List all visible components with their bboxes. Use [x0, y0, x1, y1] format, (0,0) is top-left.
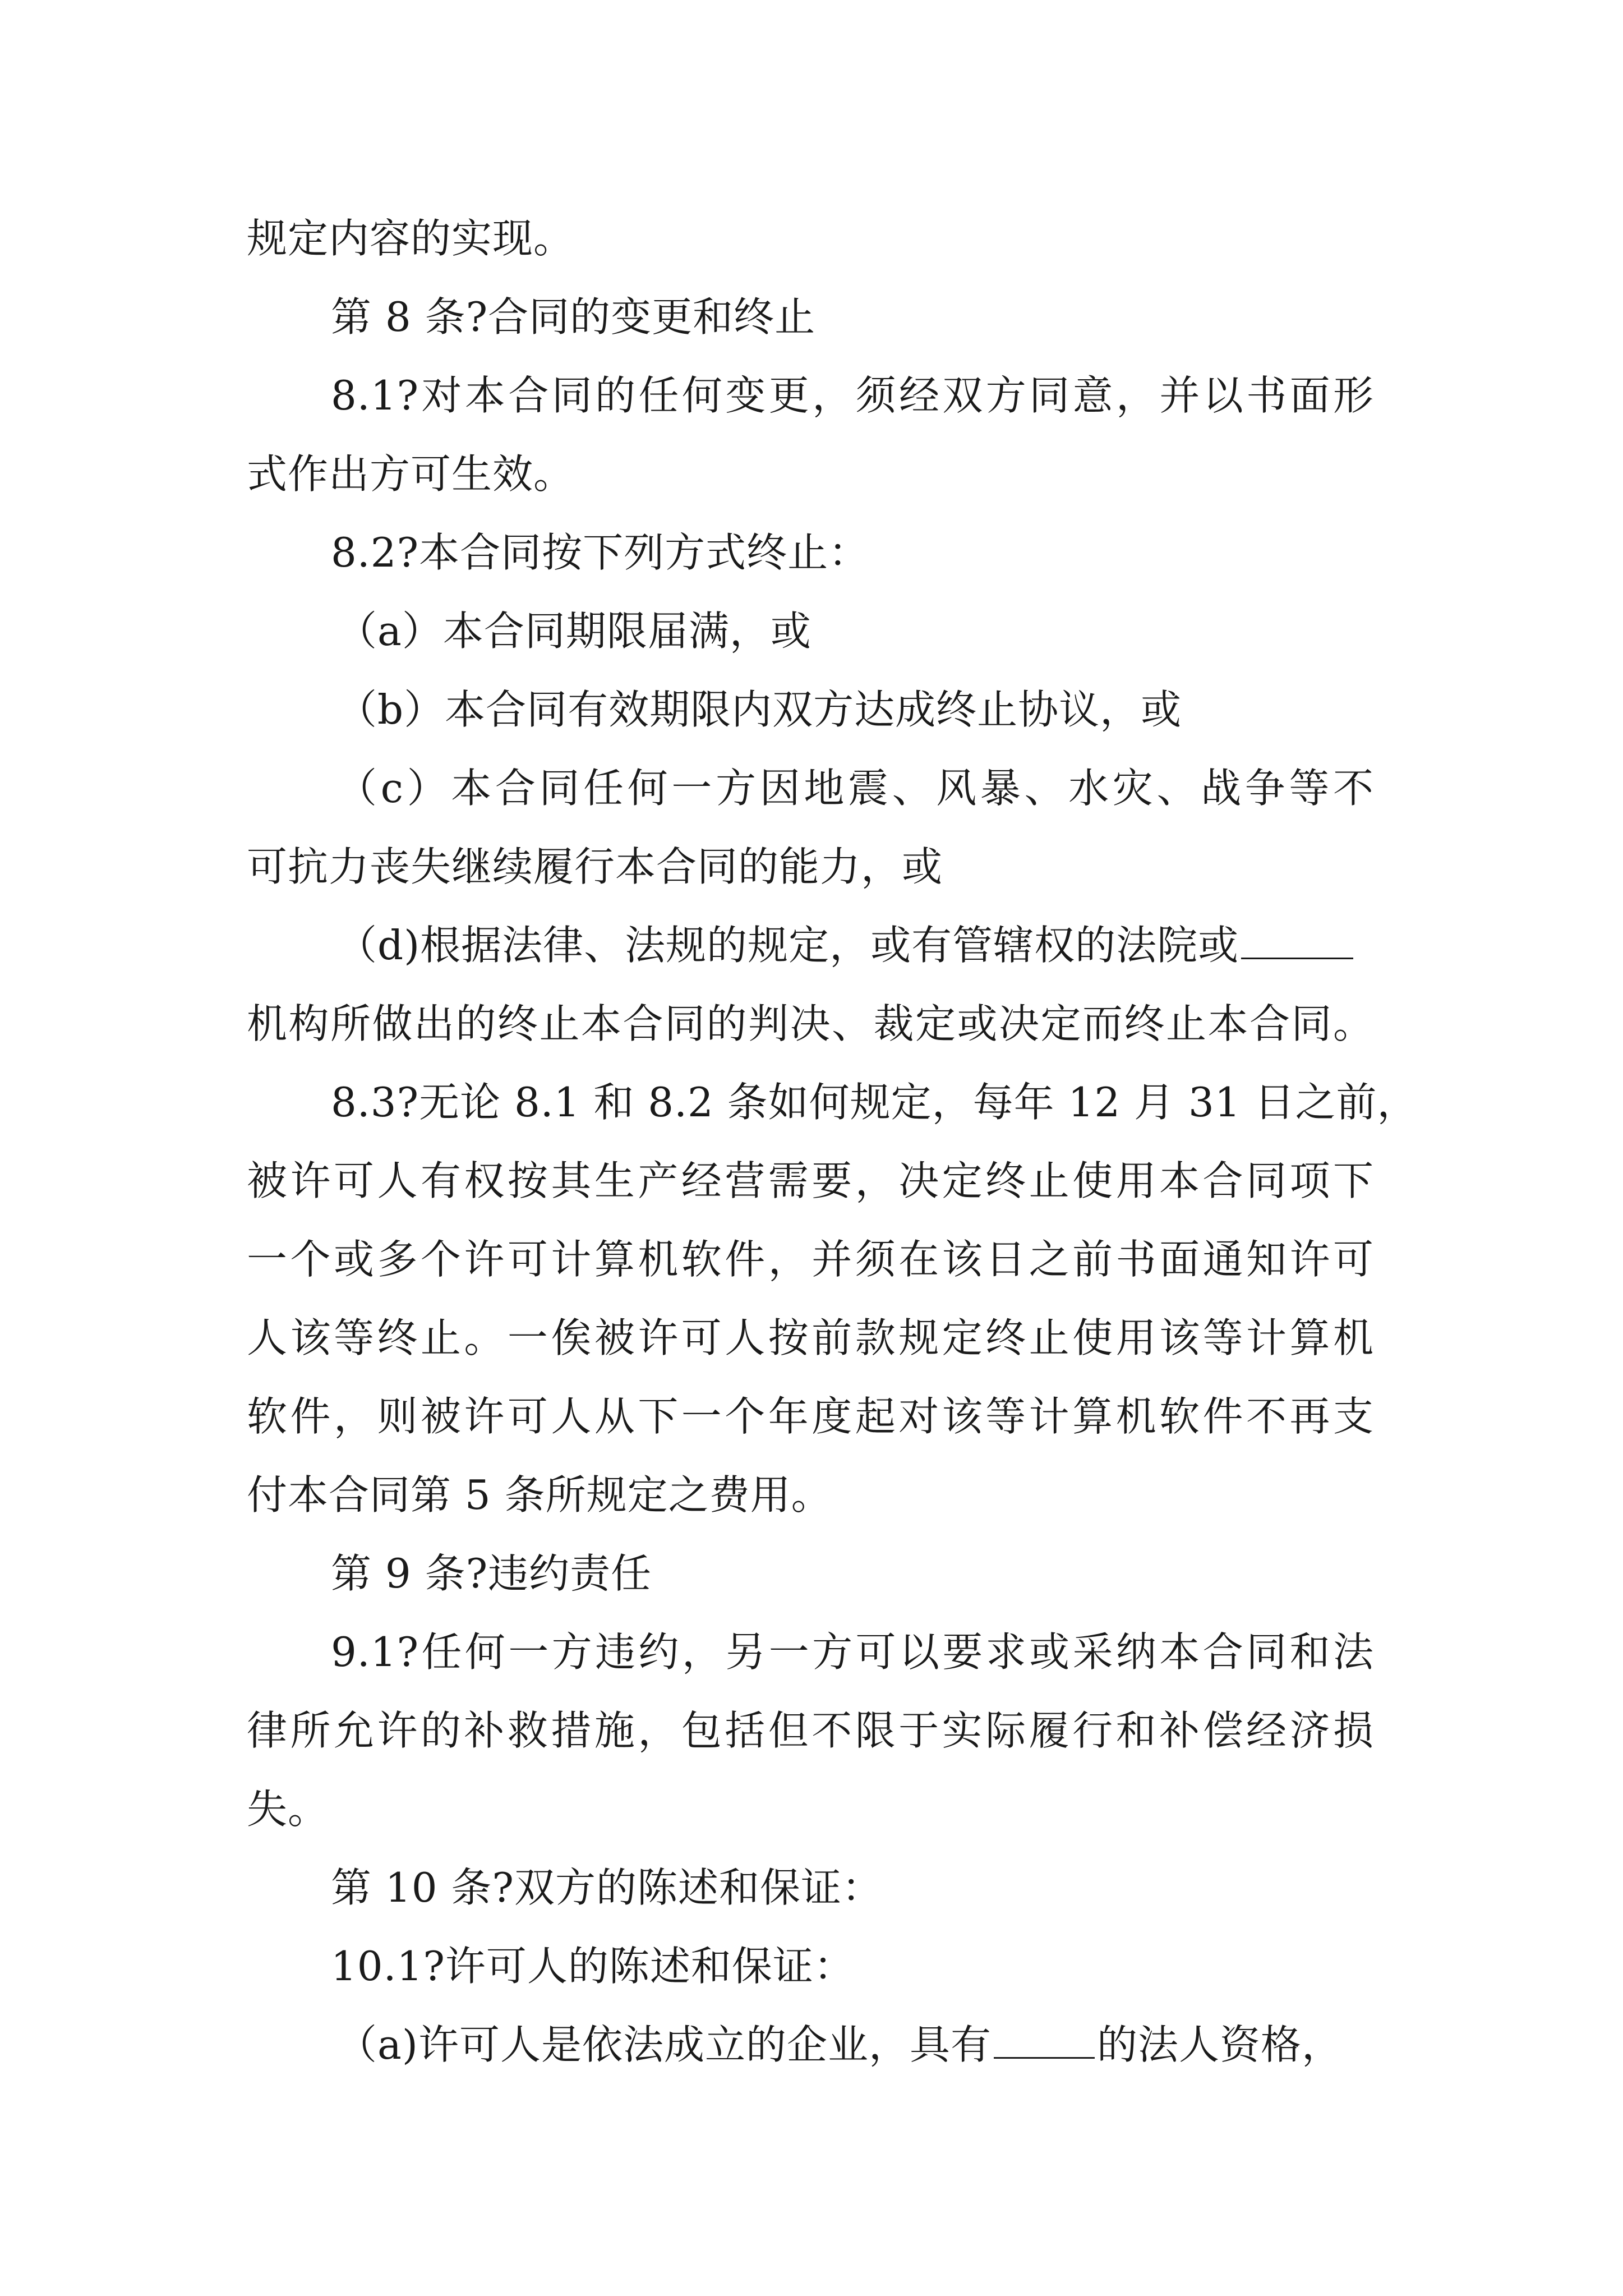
text-line: 被许可人有权按其生产经营需要，决定终止使用本合同项下: [247, 1157, 1374, 1204]
list-item: （b）本合同有效期限内双方达成终止协议，或: [336, 686, 1182, 733]
section-heading: 第 9 条?违约责任: [331, 1550, 652, 1597]
text-line: 式作出方可生效。: [247, 450, 575, 498]
text-line: 8.1?对本合同的任何变更，须经双方同意，并以书面形: [331, 372, 1374, 419]
list-item: （c）本合同任何一方因地震、风暴、水灾、战争等不: [336, 765, 1374, 812]
text-line: 律所允许的补救措施，包括但不限于实际履行和补偿经济损: [247, 1707, 1374, 1754]
text-line: 一个或多个许可计算机软件，并须在该日之前书面通知许可: [247, 1236, 1374, 1283]
text-line: 规定内容的实现。: [247, 215, 575, 262]
text-line: 8.2?本合同按下列方式终止：: [331, 529, 870, 576]
text-line: 机构所做出的终止本合同的判决、裁定或决定而终止本合同。: [247, 1000, 1374, 1047]
text-line: 8.3?无论 8.1 和 8.2 条如何规定，每年 12 月 31 日之前，: [331, 1079, 1418, 1126]
text-line: 付本合同第 5 条所规定之费用。: [247, 1471, 832, 1519]
section-heading: 第 10 条?双方的陈述和保证：: [331, 1864, 883, 1911]
text-line: 可抗力丧失继续履行本合同的能力，或: [247, 843, 943, 890]
fill-in-blank: [1241, 955, 1353, 959]
text-line: 软件，则被许可人从下一个年度起对该等计算机软件不再支: [247, 1393, 1374, 1440]
list-item: （a)许可人是依法成立的企业，具有 的法人资格，: [336, 2021, 1343, 2068]
text-line: 人该等终止。一俟被许可人按前款规定终止使用该等计算机: [247, 1314, 1374, 1361]
text-line: 9.1?任何一方违约，另一方可以要求或采纳本合同和法: [331, 1628, 1374, 1676]
text-line: 10.1?许可人的陈述和保证：: [331, 1943, 855, 1990]
text-line: 失。: [247, 1786, 329, 1833]
list-item: （a）本合同期限届满，或: [336, 608, 811, 655]
section-heading: 第 8 条?合同的变更和终止: [331, 293, 816, 341]
list-item: （d)根据法律、法规的规定，或有管辖权的法院或: [336, 906, 1623, 984]
fill-in-blank: [994, 2055, 1095, 2059]
